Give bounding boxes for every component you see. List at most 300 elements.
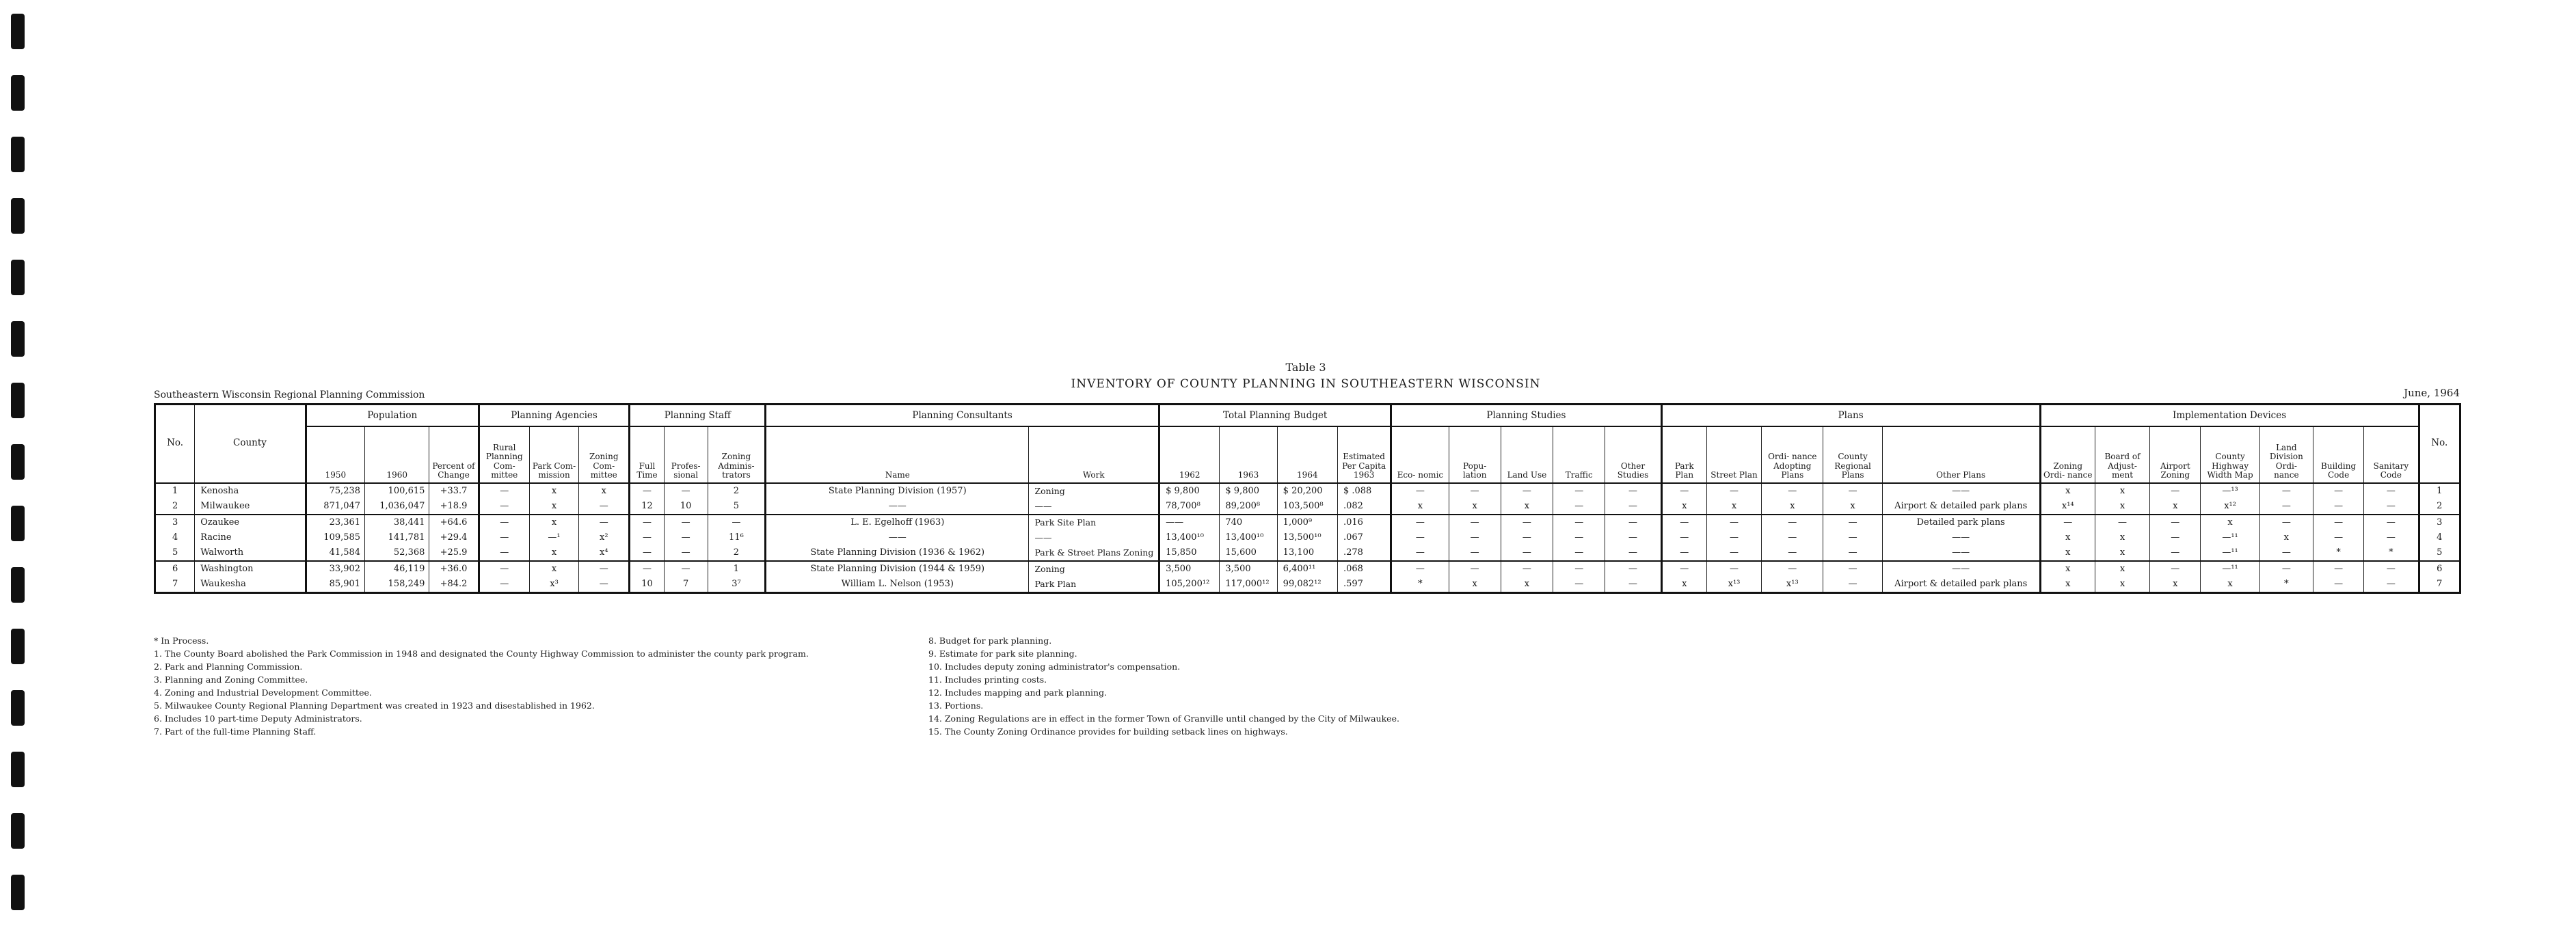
col-park-commission: Park Com- mission [529,426,578,483]
cell-county-regional-plans: — [1823,561,1882,577]
cell-land-use: — [1501,561,1553,577]
cell-budget-1963: 89,200⁸ [1220,499,1277,515]
cell-building-code: — [2313,577,2363,593]
group-total-planning-budget: Total Planning Budget [1159,405,1391,427]
cell-land-division-ordinance: — [2259,545,2313,561]
cell-park-commission: x³ [529,577,578,593]
cell-traffic: — [1553,530,1605,545]
cell-county-regional-plans: — [1823,545,1882,561]
binding-hole [11,260,25,295]
cell-land-use: x [1501,499,1553,515]
cell-other-studies: — [1605,530,1661,545]
footnote: 1. The County Board abolished the Park Commission in 1948 and designated the County Highway Commission to administer the county park program. [154,648,809,659]
cell-economic: — [1391,545,1449,561]
footnotes-right [928,634,1817,738]
cell-street-plan: — [1706,561,1761,577]
binding-hole [11,567,25,603]
cell-park-plan: — [1661,561,1706,577]
cell-traffic: — [1553,499,1605,515]
cell-building-code: — [2313,561,2363,577]
cell-pop-1950: 85,901 [306,577,364,593]
table-title: INVENTORY OF COUNTY PLANNING IN SOUTHEASTERN WISCONSIN [1071,377,1541,391]
cell-budget-1964: 13,500¹⁰ [1277,530,1337,545]
col-rural-planning-committee: Rural Planning Com- mittee [479,426,529,483]
cell-consultant-work: —— [1029,530,1159,545]
cell-other-studies: — [1605,545,1661,561]
cell-population-study: — [1449,561,1501,577]
cell-budget-1964: 103,500⁸ [1277,499,1337,515]
cell-traffic: — [1553,545,1605,561]
col-pop-1950: 1950 [306,426,364,483]
cell-consultant-work: Park Plan [1029,577,1159,593]
table-row [155,561,2460,577]
cell-pop-1950: 41,584 [306,545,364,561]
footnote: 3. Planning and Zoning Committee. [154,674,308,685]
col-county: County [195,405,306,484]
cell-board-of-adjustment: x [2095,577,2149,593]
cell-land-use: x [1501,577,1553,593]
cell-rural-planning-committee: — [479,577,529,593]
cell-park-plan: x [1661,577,1706,593]
group-planning-agencies: Planning Agencies [479,405,630,427]
col-land-use: Land Use [1501,426,1553,483]
col-budget-1962: 1962 [1159,426,1220,483]
cell-zoning-ordinance: x [2040,483,2095,499]
cell-land-division-ordinance: — [2259,561,2313,577]
cell-budget-1962: 105,200¹² [1159,577,1220,593]
cell-other-plans: Detailed park plans [1882,515,2040,530]
cell-land-division-ordinance: — [2259,483,2313,499]
table-row [155,530,2460,545]
cell-zoning-committee: — [579,561,630,577]
col-economic: Eco- nomic [1391,426,1449,483]
cell-county: Walworth [195,545,306,561]
cell-budget-1963: 3,500 [1220,561,1277,577]
cell-park-plan: — [1661,530,1706,545]
cell-park-commission: x [529,515,578,530]
cell-no: 4 [155,530,195,545]
col-professional: Profes- sional [664,426,708,483]
cell-pop-1960: 52,368 [365,545,429,561]
cell-county-highway-width-map: x¹² [2201,499,2259,515]
cell-no: 7 [155,577,195,593]
cell-full-time: — [630,545,664,561]
cell-consultant-name: State Planning Division (1936 & 1962) [766,545,1029,561]
cell-ordinance-adopting-plans: — [1762,561,1823,577]
col-budget-1964: 1964 [1277,426,1337,483]
cell-rural-planning-committee: — [479,530,529,545]
cell-rural-planning-committee: — [479,561,529,577]
cell-zoning-administrators: 5 [708,499,765,515]
cell-budget-1962: —— [1159,515,1220,530]
cell-county-highway-width-map: x [2201,515,2259,530]
cell-no: 1 [155,483,195,499]
cell-economic: — [1391,530,1449,545]
cell-rural-planning-committee: — [479,515,529,530]
table-row [155,515,2460,530]
cell-county: Ozaukee [195,515,306,530]
cell-population-study: — [1449,515,1501,530]
cell-zoning-ordinance: — [2040,515,2095,530]
footnote: 9. Estimate for park site planning. [928,648,1077,659]
cell-ordinance-adopting-plans: — [1762,545,1823,561]
cell-pop-1960: 100,615 [365,483,429,499]
cell-no: 2 [155,499,195,515]
cell-other-plans: Airport & detailed park plans [1882,499,2040,515]
cell-ordinance-adopting-plans: x¹³ [1762,577,1823,593]
cell-consultant-work: Zoning [1029,483,1159,499]
cell-board-of-adjustment: x [2095,499,2149,515]
cell-budget-1962: 13,400¹⁰ [1159,530,1220,545]
cell-full-time: — [630,515,664,530]
cell-per-capita: .597 [1337,577,1391,593]
cell-pop-1960: 46,119 [365,561,429,577]
cell-park-plan: — [1661,515,1706,530]
col-budget-1963: 1963 [1220,426,1277,483]
cell-county-highway-width-map: —¹³ [2201,483,2259,499]
inventory-table [154,403,2461,594]
cell-ordinance-adopting-plans: — [1762,515,1823,530]
cell-land-division-ordinance: — [2259,515,2313,530]
footnote: 10. Includes deputy zoning administrator's compensation. [928,661,1181,672]
cell-zoning-ordinance: x [2040,561,2095,577]
cell-land-use: — [1501,483,1553,499]
cell-airport-zoning: — [2150,530,2201,545]
cell-sanitary-code: — [2364,530,2419,545]
binding-hole [11,444,25,480]
binding-hole [11,198,25,234]
organization-name: Southeastern Wisconsin Regional Planning Commission [154,390,425,400]
cell-budget-1964: $ 20,200 [1277,483,1337,499]
cell-airport-zoning: — [2150,515,2201,530]
cell-per-capita: .016 [1337,515,1391,530]
cell-budget-1962: 78,700⁸ [1159,499,1220,515]
cell-building-code: — [2313,530,2363,545]
table-row [155,483,2460,499]
cell-sanitary-code: — [2364,577,2419,593]
cell-percent-change: +64.6 [429,515,479,530]
cell-budget-1962: $ 9,800 [1159,483,1220,499]
cell-full-time: — [630,561,664,577]
cell-other-studies: — [1605,561,1661,577]
cell-pop-1950: 75,238 [306,483,364,499]
col-board-of-adjustment: Board of Adjust- ment [2095,426,2149,483]
cell-no: 6 [155,561,195,577]
binding-hole [11,75,25,111]
col-other-plans: Other Plans [1882,426,2040,483]
cell-economic: * [1391,577,1449,593]
cell-pop-1950: 871,047 [306,499,364,515]
cell-full-time: — [630,483,664,499]
cell-other-plans: —— [1882,530,2040,545]
cell-land-division-ordinance: * [2259,577,2313,593]
cell-percent-change: +36.0 [429,561,479,577]
cell-percent-change: +18.9 [429,499,479,515]
table-number: Table 3 [1285,361,1326,374]
cell-population-study: x [1449,577,1501,593]
cell-airport-zoning: — [2150,561,2201,577]
cell-zoning-administrators: 3⁷ [708,577,765,593]
cell-zoning-committee: — [579,515,630,530]
cell-county-regional-plans: — [1823,530,1882,545]
footnote: 7. Part of the full-time Planning Staff. [154,726,317,737]
cell-other-plans: Airport & detailed park plans [1882,577,2040,593]
cell-street-plan: x [1706,499,1761,515]
cell-street-plan: — [1706,545,1761,561]
cell-building-code: * [2313,545,2363,561]
cell-county: Waukesha [195,577,306,593]
cell-park-commission: x [529,499,578,515]
col-county-regional-plans: County Regional Plans [1823,426,1882,483]
cell-pop-1950: 33,902 [306,561,364,577]
col-consultant-work: Work [1029,426,1159,483]
col-airport-zoning: Airport Zoning [2150,426,2201,483]
cell-other-studies: — [1605,515,1661,530]
cell-airport-zoning: — [2150,545,2201,561]
cell-budget-1964: 13,100 [1277,545,1337,561]
cell-zoning-administrators: 2 [708,545,765,561]
cell-budget-1963: 740 [1220,515,1277,530]
group-population: Population [306,405,479,427]
binding-holes [7,0,34,943]
cell-professional: — [664,545,708,561]
col-sanitary-code: Sanitary Code [2364,426,2419,483]
cell-professional: — [664,530,708,545]
binding-hole [11,752,25,787]
cell-ordinance-adopting-plans: x [1762,499,1823,515]
col-other-studies: Other Studies [1605,426,1661,483]
cell-population-study: — [1449,545,1501,561]
cell-population-study: — [1449,483,1501,499]
cell-board-of-adjustment: x [2095,483,2149,499]
cell-park-plan: — [1661,483,1706,499]
footnote: 11. Includes printing costs. [928,674,1047,685]
group-planning-staff: Planning Staff [630,405,766,427]
cell-county: Kenosha [195,483,306,499]
footnote: 4. Zoning and Industrial Development Committee. [154,687,372,698]
cell-street-plan: — [1706,483,1761,499]
footnote: 5. Milwaukee County Regional Planning Department was created in 1923 and disestablished in 1962. [154,700,595,711]
cell-consultant-name: —— [766,530,1029,545]
cell-building-code: — [2313,483,2363,499]
cell-budget-1962: 15,850 [1159,545,1220,561]
cell-airport-zoning: — [2150,483,2201,499]
binding-hole [11,383,25,418]
footnote: 14. Zoning Regulations are in effect in the former Town of Granville until changed by the City of Milwaukee. [928,713,1399,724]
cell-no: 3 [155,515,195,530]
cell-county-highway-width-map: —¹¹ [2201,545,2259,561]
cell-consultant-work: —— [1029,499,1159,515]
cell-park-commission: x [529,561,578,577]
cell-no-right: 5 [2419,545,2460,561]
cell-county-regional-plans: x [1823,499,1882,515]
cell-county-highway-width-map: —¹¹ [2201,561,2259,577]
cell-population-study: — [1449,530,1501,545]
cell-county-regional-plans: — [1823,577,1882,593]
cell-park-commission: —¹ [529,530,578,545]
cell-county-highway-width-map: x [2201,577,2259,593]
group-implementation-devices: Implementation Devices [2040,405,2419,427]
cell-consultant-work: Park Site Plan [1029,515,1159,530]
col-zoning-ordinance: Zoning Ordi- nance [2040,426,2095,483]
cell-pop-1960: 141,781 [365,530,429,545]
cell-county-regional-plans: — [1823,483,1882,499]
cell-land-use: — [1501,515,1553,530]
footnotes-left [154,634,906,738]
cell-full-time: 10 [630,577,664,593]
col-pop-1960: 1960 [365,426,429,483]
table-row [155,545,2460,561]
cell-sanitary-code: * [2364,545,2419,561]
cell-rural-planning-committee: — [479,499,529,515]
cell-full-time: — [630,530,664,545]
cell-building-code: — [2313,515,2363,530]
cell-zoning-committee: — [579,577,630,593]
group-planning-consultants: Planning Consultants [766,405,1159,427]
cell-percent-change: +84.2 [429,577,479,593]
binding-hole [11,813,25,849]
cell-other-studies: — [1605,499,1661,515]
cell-budget-1963: 117,000¹² [1220,577,1277,593]
cell-other-plans: —— [1882,545,2040,561]
footnote: 12. Includes mapping and park planning. [928,687,1108,698]
cell-zoning-committee: — [579,499,630,515]
cell-zoning-administrators: 11⁶ [708,530,765,545]
cell-zoning-committee: x [579,483,630,499]
col-park-plan: Park Plan [1661,426,1706,483]
cell-county: Racine [195,530,306,545]
cell-zoning-ordinance: x [2040,530,2095,545]
cell-traffic: — [1553,577,1605,593]
group-plans: Plans [1661,405,2040,427]
cell-traffic: — [1553,515,1605,530]
cell-economic: — [1391,483,1449,499]
footnote: 2. Park and Planning Commission. [154,661,303,672]
cell-building-code: — [2313,499,2363,515]
binding-hole [11,321,25,357]
cell-zoning-ordinance: x [2040,577,2095,593]
cell-budget-1964: 1,000⁹ [1277,515,1337,530]
cell-zoning-committee: x⁴ [579,545,630,561]
cell-park-commission: x [529,483,578,499]
col-consultant-name: Name [766,426,1029,483]
col-ordinance-adopting-plans: Ordi- nance Adopting Plans [1762,426,1823,483]
cell-park-plan: — [1661,545,1706,561]
cell-board-of-adjustment: x [2095,545,2149,561]
col-county-highway-width-map: County Highway Width Map [2201,426,2259,483]
cell-street-plan: — [1706,515,1761,530]
cell-per-capita: .082 [1337,499,1391,515]
cell-no: 5 [155,545,195,561]
cell-airport-zoning: x [2150,499,2201,515]
cell-traffic: — [1553,561,1605,577]
binding-hole [11,14,25,49]
cell-rural-planning-committee: — [479,483,529,499]
cell-percent-change: +25.9 [429,545,479,561]
cell-no-right: 1 [2419,483,2460,499]
cell-zoning-administrators: — [708,515,765,530]
cell-economic: — [1391,561,1449,577]
col-traffic: Traffic [1553,426,1605,483]
footnote: 8. Budget for park planning. [928,636,1052,646]
cell-rural-planning-committee: — [479,545,529,561]
col-building-code: Building Code [2313,426,2363,483]
cell-land-use: — [1501,545,1553,561]
cell-traffic: — [1553,483,1605,499]
cell-pop-1950: 23,361 [306,515,364,530]
col-zoning-committee: Zoning Com- mittee [579,426,630,483]
cell-consultant-work: Zoning [1029,561,1159,577]
cell-consultant-name: State Planning Division (1944 & 1959) [766,561,1029,577]
col-no-right: No. [2419,405,2460,484]
col-per-capita-1963: Estimated Per Capita 1963 [1337,426,1391,483]
cell-pop-1960: 158,249 [365,577,429,593]
cell-professional: 10 [664,499,708,515]
cell-consultant-name: William L. Nelson (1953) [766,577,1029,593]
cell-no-right: 2 [2419,499,2460,515]
cell-consultant-name: —— [766,499,1029,515]
cell-consultant-work: Park & Street Plans Zoning [1029,545,1159,561]
cell-professional: — [664,515,708,530]
binding-hole [11,629,25,664]
cell-board-of-adjustment: — [2095,515,2149,530]
cell-county: Washington [195,561,306,577]
cell-budget-1963: 15,600 [1220,545,1277,561]
cell-economic: — [1391,515,1449,530]
cell-no-right: 3 [2419,515,2460,530]
cell-county: Milwaukee [195,499,306,515]
footnote: 6. Includes 10 part-time Deputy Administrators. [154,713,362,724]
footnote: 15. The County Zoning Ordinance provides for building setback lines on highways. [928,726,1288,737]
cell-zoning-committee: x² [579,530,630,545]
footnote: 13. Portions. [928,700,984,711]
binding-hole [11,506,25,541]
cell-county-regional-plans: — [1823,515,1882,530]
cell-professional: 7 [664,577,708,593]
group-planning-studies: Planning Studies [1391,405,1661,427]
cell-zoning-administrators: 1 [708,561,765,577]
col-zoning-administrators: Zoning Adminis- trators [708,426,765,483]
cell-park-plan: x [1661,499,1706,515]
cell-economic: x [1391,499,1449,515]
cell-pop-1960: 1,036,047 [365,499,429,515]
cell-pop-1960: 38,441 [365,515,429,530]
table-row [155,577,2460,593]
table-body [155,483,2460,593]
cell-professional: — [664,561,708,577]
cell-sanitary-code: — [2364,483,2419,499]
cell-per-capita: .278 [1337,545,1391,561]
cell-budget-1964: 99,082¹² [1277,577,1337,593]
cell-county-highway-width-map: —¹¹ [2201,530,2259,545]
cell-land-division-ordinance: — [2259,499,2313,515]
col-population-study: Popu- lation [1449,426,1501,483]
cell-pop-1950: 109,585 [306,530,364,545]
cell-street-plan: x¹³ [1706,577,1761,593]
cell-per-capita: .068 [1337,561,1391,577]
document-date: June, 1964 [2404,387,2460,399]
binding-hole [11,875,25,910]
cell-zoning-ordinance: x [2040,545,2095,561]
cell-board-of-adjustment: x [2095,530,2149,545]
cell-no-right: 4 [2419,530,2460,545]
binding-hole [11,137,25,172]
cell-population-study: x [1449,499,1501,515]
cell-land-division-ordinance: x [2259,530,2313,545]
cell-airport-zoning: x [2150,577,2201,593]
binding-hole [11,690,25,726]
cell-percent-change: +33.7 [429,483,479,499]
